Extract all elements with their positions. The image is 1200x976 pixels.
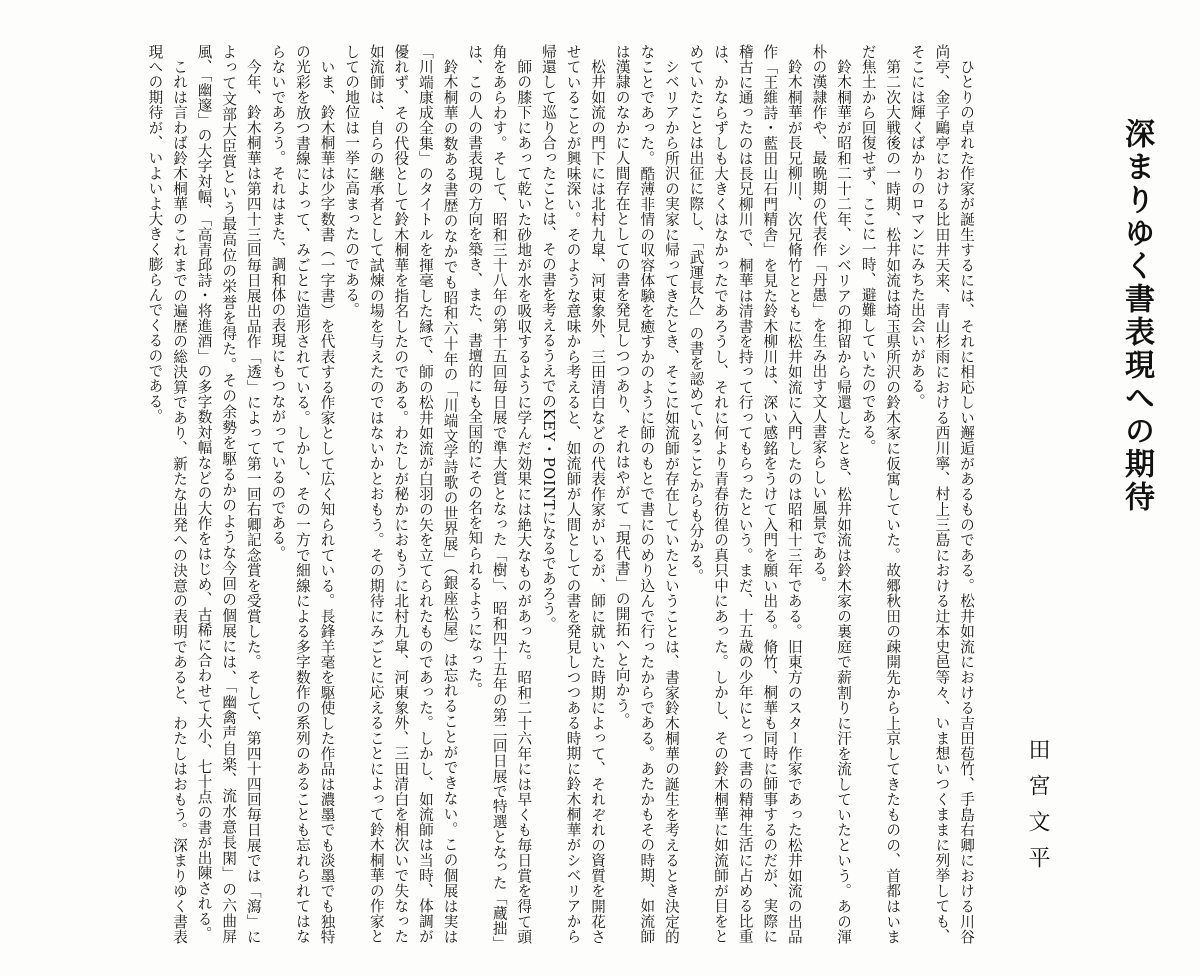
paragraph: 今年、鈴木桐華は第四十三回毎日展出品作「透」によって第一回右卿記念賞を受賞した。そして、第四十四回毎日展では「瀉」によって文部大臣賞という最高位の栄誉を得た。その余勢を駆るかのような今回の個展には、「幽禽声自楽、流水意長閑」の六曲屏風、「幽邃」の大字対幅、「高青邱詩・将進酒」の多字数対幅などの大作をはじめ、古稀に合わせて大小、七十点の書が出陳される。 <box>195 44 262 944</box>
paragraph: 師の膝下にあって乾いた砂地が水を吸収するように学んだ効果には絶大なものがあった。昭和二十六年には早くも毎日賞を得て頭角をあらわす。そして、昭和三十八年の第十五回毎日展で準大賞となった「樹」、昭和四十五年の第二回日展で特選となった「蔵拙」は、この人の書表現の方向を築き、また、書壇的にも全国的にその名を知られるようになった。 <box>466 44 533 944</box>
paragraph: 鈴木桐華の数ある書歴のなかでも昭和六十年の「川端文学詩歌の世界展」（銀座松屋）は忘れることができない。この個展は実は「川端康成全集」のタイトルを揮毫した縁で、師の松井如流が白羽の矢を立てられたものであった。しかし、如流師は当時、体調が優れず、その代役として鈴木桐華を指名したのである。わたしが秘かにおもうに北村九皐、河東象外、三田清白を相次いで失なった如流師は、自らの継承者として試煉の場を与えたのではないかとおもう。その期待にみごとに応えることによって鈴木桐華の作家としての地位は一挙に高まったのである。 <box>343 44 459 944</box>
paragraph: いま、鈴木桐華は少字数書（一字書）を代表する作家として広く知られている。長鋒羊毫を駆使した作品は濃墨でも淡墨でも独特の光彩を放つ書線によって、みごとに造形されている。しかし、その一方で細線による多字数作の系列のあることも忘れられてはならないであろう。それはまた、調和体の表現にもつながっているのである。 <box>269 44 336 944</box>
paragraph: これは言わば鈴木桐華のこれまでの遍歴の総決算であり、新たな出発への決意の表明であると、わたしはおもう。深まりゆく書表現への期待が、いよいよ大きく膨らんでくるのである。 <box>146 44 188 944</box>
article-body <box>48 44 978 944</box>
paragraph: 松井如流の門下には北村九皐、河東象外、三田清白などの代表作家がいるが、師に就いた時期によって、それぞれの資質を開花させていることが興味深い。そのような意味から考えると、如流師が人間としての書を発見しつつある時期に鈴木桐華がシベリアから帰還して巡り合ったことは、その書を考えるうえでのKEY・POINTになるであろう。 <box>539 44 607 944</box>
paragraph: 第二次大戦後の一時期、松井如流は埼玉県所沢の鈴木家に仮寓していた。故郷秋田の疎開先から上京してきたものの、首都はいまだ焦土から回復せず、ここに一時、避難していたのである。 <box>859 44 902 944</box>
article-title: 深まりゆく書表現への期待 <box>1119 118 1154 514</box>
paragraph: シベリアから所沢の実家に帰ってきたとき、そこに如流師が存在していたということは、書家鈴木桐華の誕生を考えるとき決定的なことであった。酷薄非情の収容体験を癒すかのように師のもとで書にのめり込んで行ったからである。あたかもその時期、如流師は漢隷のなかに人間存在としての書を発見しつつあり、それはやがて「現代書」の開拓へと向かう。 <box>613 44 680 944</box>
paragraph: 鈴木桐華が昭和二十二年、シベリアの抑留から帰還したとき、松井如流は鈴木家の裏庭で薪割りに汗を流していたという。あの渾朴の漢隷作や、最晩期の代表作「丹愚」を生み出す文人書家らしい風景である。 <box>810 44 853 944</box>
paragraph: ひとりの卓れた作家が誕生するには、それに相応しい邂逅があるものである。松井如流における吉田苞竹、手島右卿における川谷尚亭、金子鷗亭における比田井天来、青山杉雨における西川寧、村上三島における辻本史邑等々、いま想いつくままに列挙しても、そこには輝くばかりのロマンにみちた出会いがある。 <box>908 44 975 944</box>
author-name: 田宮文平 <box>1025 738 1050 882</box>
paragraph: 鈴木桐華が長兄柳川、次兄脩竹とともに松井如流に入門したのは昭和十三年である。旧東方のスター作家であった松井如流の出品作「王維詩・藍田山石門精舎」を見た鈴木柳川は、深い感銘をうけて入門を願い出る。脩竹、桐華も同時に師事するのだが、実際に稽古に通ったのは長兄柳川で、桐華は清書を持って行ってもらったという。まだ、十五歳の少年にとって書の精神生活に占める比重は、かならずしも大きくはなかったであろうし、それに何より青春彷徨の真只中にあった。しかし、その鈴木桐華に如流師が目をとめていたことは出征に際し、「武運長久」の書を認めていることからも分かる。 <box>687 44 803 944</box>
